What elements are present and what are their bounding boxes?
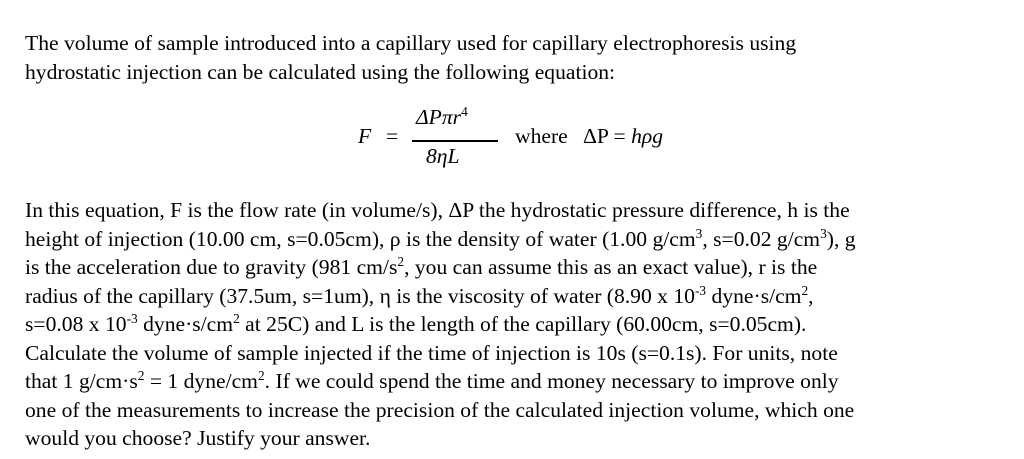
body-line-7: that 1 $g/cm\cdot s^2 = 1$ dyne/$cm^2$. If we could spend the time and money necessary to improve only [25, 367, 839, 393]
body-line-3: is the acceleration due to gravity (981 $cm/s^2$, you can assume this as an exact value), r is the [25, 253, 818, 279]
intro-line-2: hydrostatic injection can be calculated using the following equation: [25, 59, 616, 84]
body-line-6: Calculate the volume of sample injected if the time of injection is 10s (s=0.1s). For units, note [25, 340, 838, 365]
body-line-2: height of injection (10.00 cm, s=0.05cm), ρ is the density of water (1.00 $g/cm^3$, s=0.02 $g/cm^3$), g [25, 225, 856, 251]
body-line-9: would you choose? Justify your answer. [25, 426, 371, 450]
problem-paragraph [25, 196, 1010, 453]
body-line-8: one of the measurements to increase the precision of the calculated injection volume, which one [25, 397, 855, 422]
body-line-4: radius of the capillary (37.5um, s=1um), η is the viscosity of water (8.90 x $10^{-3}$ $dyne\cdot s/cm^2$, [25, 282, 814, 308]
intro-line-1: The volume of sample introduced into a capillary used for capillary electrophoresis using [25, 31, 797, 55]
equation-pressure-definition: ΔP = hρg [583, 124, 664, 148]
body-line-1: In this equation, F is the flow rate (in volume/s), ΔP the hydrostatic pressure difference, h is the [25, 198, 850, 222]
flow-rate-equation [25, 92, 1010, 190]
body-line-5: s=0.08 x $10^{-3}$ $dyne\cdot s/cm^2$ at 25C) and L is the length of the capillary (60.00cm, s=0.05cm). [25, 310, 807, 336]
document-page [25, 29, 1010, 453]
equation-numerator: ΔPπr$^4$ [416, 103, 468, 129]
equation-where: where [515, 124, 568, 148]
equation-fraction [412, 92, 498, 190]
equation-equals: = [386, 124, 399, 148]
intro-paragraph [25, 29, 1010, 86]
equation-denominator: 8ηL [426, 144, 460, 168]
equation-lhs: F [358, 124, 372, 148]
